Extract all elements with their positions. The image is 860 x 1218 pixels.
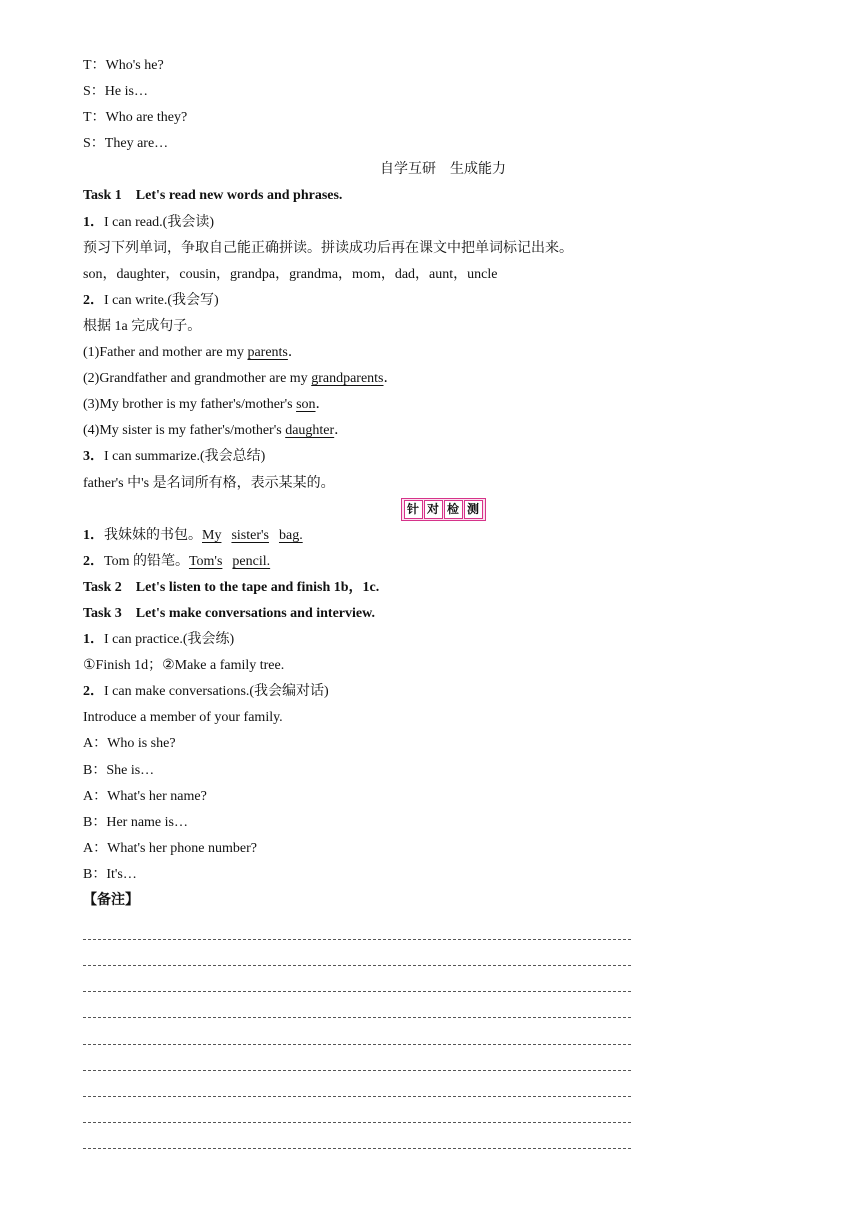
speaker-label: A： (83, 788, 108, 804)
sentence-text: (1)Father and mother are my (83, 345, 248, 361)
item-text: I can practice.(我会练) (104, 632, 235, 648)
speaker-label: T： (83, 58, 106, 73)
note-line (83, 1097, 631, 1123)
dialogue-line (83, 731, 643, 757)
dialogue-line (83, 131, 643, 157)
answer-blank: grandparents (311, 371, 384, 387)
dialogue-text: It's… (106, 866, 137, 882)
item-number: 2． (83, 292, 104, 308)
speaker-label: B： (83, 762, 107, 778)
task1-item1-instruction: 预习下列单词，争取自己能正确拼读。拼读成功后再在课文中把单词标记出来。 (83, 240, 573, 256)
note-line (83, 1123, 631, 1149)
dialogue-line (83, 784, 643, 810)
note-line (83, 1045, 631, 1071)
dialogue-text: Who are they? (105, 110, 188, 126)
fill-sentence (83, 366, 643, 392)
item-number: 1． (83, 527, 104, 543)
dialogue-text: What's her name? (107, 788, 207, 804)
dialogue-line (83, 53, 643, 79)
dialogue-text: What's her phone number? (107, 840, 257, 856)
sentence-text: (4)My sister is my father's/mother's (83, 423, 286, 439)
answer-word: sister's (231, 527, 269, 543)
item-number: 3． (83, 449, 104, 465)
dialogue-text: She is… (106, 762, 155, 778)
speaker-label: B： (83, 866, 107, 882)
item-number: 1． (83, 214, 104, 230)
task1-item1 (83, 210, 643, 236)
badge-char: 针 (404, 500, 423, 519)
dialogue-text: They are… (104, 136, 169, 152)
note-line (83, 966, 631, 992)
speaker-label: A： (83, 840, 108, 856)
speaker-label: B： (83, 814, 107, 830)
fill-sentence (83, 340, 643, 366)
badge-char: 测 (464, 500, 483, 519)
dialogue-text: Who is she? (107, 736, 176, 752)
vocabulary-words: son，daughter，cousin，grandpa，grandma，mom，dad，aunt，uncle (83, 266, 498, 282)
task1-item2 (83, 288, 643, 314)
task1-item3-note: father's 中's 是名词所有格，表示某某的。 (83, 475, 335, 491)
dialogue-text: Her name is… (106, 814, 188, 830)
task3-item2-detail: Introduce a member of your family. (83, 710, 283, 726)
dialogue-line (83, 758, 643, 784)
task3-item1 (83, 627, 643, 653)
answer-word: pencil. (232, 553, 271, 569)
dialogue-line (83, 836, 643, 862)
speaker-label: T： (83, 110, 106, 126)
task1-title: Task 1 Let's read new words and phrases. (83, 188, 343, 204)
notes-label: 【备注】 (83, 893, 139, 908)
item-text: I can summarize.(我会总结) (104, 449, 266, 465)
notes-lines (83, 914, 643, 1149)
sentence-end: ． (334, 423, 349, 439)
chinese-prompt: 我妹妹的书包。 (104, 527, 202, 543)
fill-sentence (83, 392, 643, 418)
answer-blank (189, 554, 270, 569)
fill-sentence (83, 418, 643, 444)
speaker-label: S： (83, 84, 105, 100)
note-line (83, 940, 631, 966)
dialogue-text: He is… (104, 84, 148, 100)
note-line (83, 914, 631, 940)
answer-blank (202, 528, 303, 543)
worksheet-page (83, 53, 643, 1149)
badge-char: 检 (444, 500, 463, 519)
dialogue-line (83, 79, 643, 105)
task3-item2 (83, 679, 643, 705)
sentence-end: ． (315, 397, 330, 413)
task2-title: Task 2 Let's listen to the tape and finish 1b，1c. (83, 579, 380, 595)
answer-blank: son (296, 397, 316, 413)
answer-word: Tom's (188, 553, 223, 569)
item-number: 1． (83, 632, 104, 648)
dialogue-line (83, 105, 643, 131)
item-number: 2． (83, 553, 104, 569)
item-text: I can make conversations.(我会编对话) (104, 684, 329, 700)
note-line (83, 1018, 631, 1044)
item-text: I can read.(我会读) (104, 214, 215, 230)
sentence-text: (3)My brother is my father's/mother's (83, 397, 297, 413)
sentence-end: ． (287, 345, 302, 361)
item-text: I can write.(我会写) (104, 292, 219, 308)
check-item (83, 549, 643, 575)
check-badge (401, 498, 486, 521)
dialogue-line (83, 862, 643, 888)
check-badge-row (83, 497, 643, 523)
item-number: 2． (83, 684, 104, 700)
dialogue-line (83, 810, 643, 836)
sentence-end: ． (383, 371, 398, 387)
answer-blank: daughter (285, 423, 335, 439)
task3-title: Task 3 Let's make conversations and interview. (83, 605, 375, 621)
task1-item3 (83, 444, 643, 470)
section-heading: 自学互研 生成能力 (380, 162, 506, 178)
answer-word: My (202, 527, 222, 543)
sentence-text: (2)Grandfather and grandmother are my (83, 371, 312, 387)
speaker-label: A： (83, 736, 108, 752)
check-item (83, 523, 643, 549)
speaker-label: S： (83, 136, 105, 152)
dialogue-text: Who's he? (105, 58, 164, 73)
badge-char: 对 (424, 500, 443, 519)
chinese-prompt: Tom 的铅笔。 (104, 553, 189, 569)
note-line (83, 1071, 631, 1097)
answer-blank: parents (247, 345, 288, 361)
answer-word: bag. (278, 527, 303, 543)
note-line (83, 992, 631, 1018)
task3-item1-detail: ①Finish 1d；②Make a family tree. (83, 658, 285, 674)
task1-item2-instruction: 根据 1a 完成句子。 (83, 318, 202, 334)
